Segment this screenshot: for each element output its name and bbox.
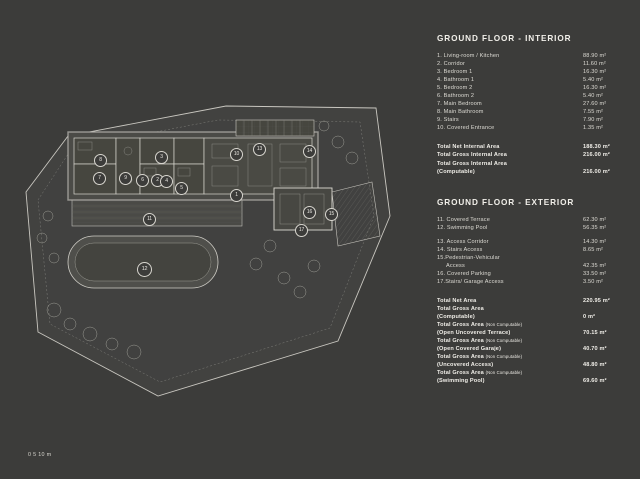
plan-marker: 14 [303, 145, 316, 158]
room-area: 88.90 m² [583, 53, 607, 59]
total-row [437, 143, 617, 151]
total-value [583, 305, 617, 313]
room-label: 5. Bedroom 2 [437, 85, 473, 91]
room-area: 3.50 m² [583, 278, 604, 285]
room-row [437, 108, 617, 116]
plan-marker: 13 [253, 143, 266, 156]
exterior-totals [437, 297, 617, 385]
room-row [437, 262, 617, 270]
total-label: Total Gross Area [437, 305, 484, 312]
total-row [437, 337, 617, 345]
plan-marker: 17 [295, 224, 308, 237]
total-label [437, 353, 583, 361]
total-value [583, 353, 617, 361]
total-label-note: (Non Computable) [485, 369, 523, 375]
room-area: 7.55 m² [583, 109, 604, 115]
access-corridor [332, 182, 380, 246]
total-value: 216.00 m² [583, 168, 610, 175]
interior-room-list [437, 52, 617, 132]
total-row [437, 168, 617, 176]
total-label: Total Gross Internal Area [437, 160, 507, 167]
room-area: 16.30 m² [583, 85, 607, 91]
room-row [437, 270, 617, 278]
plan-marker: 6 [136, 174, 149, 187]
room-label: 15.Pedestrian-Vehicular [437, 254, 500, 261]
total-label: (Swimming Pool) [437, 377, 485, 384]
plan-marker: 16 [303, 206, 316, 219]
room-area [583, 254, 617, 262]
room-row [437, 116, 617, 124]
total-label: (Computable) [437, 313, 475, 320]
room-label: 14. Stairs Access [437, 246, 483, 253]
plan-marker: 11 [143, 213, 156, 226]
room-row [437, 246, 617, 254]
plan-marker: 5 [175, 182, 188, 195]
total-value [583, 337, 617, 345]
total-label-main: Total Gross Area [437, 337, 484, 344]
total-row [437, 361, 617, 369]
total-label: (Open Covered Garaje) [437, 345, 502, 352]
area-schedule [437, 34, 617, 385]
plan-marker: 2 [151, 174, 164, 187]
plan-marker: 12 [137, 262, 152, 277]
room-area: 42.35 m² [583, 262, 607, 269]
room-row [437, 278, 617, 286]
total-value: 188.30 m² [583, 144, 610, 150]
floor-plan-drawing [8, 96, 418, 426]
room-area: 16.30 m² [583, 69, 607, 75]
room-label: 7. Main Bedroom [437, 101, 482, 107]
total-row [437, 151, 617, 159]
room-row [437, 52, 617, 60]
plan-marker: 3 [155, 151, 168, 164]
total-label-main: Total Gross Area [437, 369, 484, 376]
total-row [437, 345, 617, 353]
interior-totals [437, 143, 617, 176]
room-label: Access [446, 262, 465, 269]
room-label: 3. Bedroom 1 [437, 69, 473, 75]
total-value [583, 321, 617, 329]
room-area: 27.60 m² [583, 101, 607, 107]
total-row [437, 353, 617, 361]
plan-marker: 4 [160, 175, 173, 188]
total-value: 220.95 m² [583, 297, 610, 304]
room-area: 8.65 m² [583, 246, 604, 253]
total-label: Total Net Internal Area [437, 144, 500, 150]
room-row [437, 60, 617, 68]
room-row [437, 76, 617, 84]
total-label [437, 337, 583, 345]
total-row [437, 297, 617, 305]
room-area: 5.40 m² [583, 77, 604, 83]
room-row [437, 124, 617, 132]
total-value: 69.60 m² [583, 377, 607, 384]
total-value [583, 369, 617, 377]
total-label-note: (Non Computable) [485, 353, 523, 359]
room-area: 14.30 m² [583, 238, 607, 245]
total-value: 48.80 m² [583, 361, 607, 368]
total-label: Total Gross Internal Area [437, 152, 507, 159]
plan-marker: 1 [230, 189, 243, 202]
room-area: 33.50 m² [583, 270, 607, 277]
plan-marker: 9 [119, 172, 132, 185]
room-row [437, 68, 617, 76]
total-label: (Uncovered Access) [437, 361, 494, 368]
total-label: Total Net Area [437, 297, 477, 304]
total-value: 40.70 m² [583, 345, 607, 352]
total-value: 0 m² [583, 313, 596, 320]
total-row [437, 313, 617, 321]
total-row [437, 305, 617, 313]
room-label: 11. Covered Terrace [437, 216, 491, 223]
room-area: 5.40 m² [583, 93, 604, 99]
entrance-stairs [236, 120, 314, 136]
room-label: 8. Main Bathroom [437, 109, 484, 115]
total-label-note: (Non Computable) [485, 321, 523, 327]
room-label: 13. Access Corridor [437, 238, 489, 245]
covered-terrace [72, 200, 242, 226]
plan-svg [8, 96, 418, 426]
total-row [437, 329, 617, 337]
total-value: 70.15 m² [583, 329, 607, 336]
exterior-room-list [437, 216, 617, 286]
room-area: 11.60 m² [583, 61, 606, 67]
room-row [437, 92, 617, 100]
room-label: 17.Stairs/ Garage Access [437, 278, 504, 285]
scale-bar-label: 0 5 10 m [28, 452, 52, 458]
room-row [437, 224, 617, 232]
total-row [437, 160, 617, 168]
total-row [437, 377, 617, 385]
room-row [437, 84, 617, 92]
room-area: 1.35 m² [583, 125, 604, 131]
total-label-main: Total Gross Area [437, 321, 484, 328]
total-label-note: (Non Computable) [485, 337, 523, 343]
total-label-main: Total Gross Area [437, 353, 484, 360]
room-row [437, 216, 617, 224]
room-label: 4. Bathroom 1 [437, 77, 475, 83]
plan-marker: 15 [325, 208, 338, 221]
exterior-section-title: GROUND FLOOR - EXTERIOR [437, 197, 575, 207]
room-area: 7.90 m² [583, 117, 604, 123]
room-label: 16. Covered Parking [437, 270, 491, 277]
plan-marker: 7 [93, 172, 106, 185]
room-label: 10. Covered Entrance [437, 125, 495, 131]
total-label [437, 369, 583, 377]
total-value: 216.00 m² [583, 152, 610, 159]
room-label: 2. Corridor [437, 61, 466, 67]
interior-rooms [74, 138, 312, 194]
total-label: (Open Uncovered Terrace) [437, 329, 511, 336]
interior-section-title: GROUND FLOOR - INTERIOR [437, 34, 572, 43]
room-area: 62.30 m² [583, 216, 607, 223]
room-row [437, 254, 617, 262]
room-area: 56.35 m² [583, 224, 607, 231]
total-row [437, 321, 617, 329]
room-label: 12. Swimming Pool [437, 224, 488, 231]
room-label: 9. Stairs [437, 117, 459, 123]
room-label: 1. Living-room / Kitchen [437, 53, 500, 59]
room-row [437, 238, 617, 246]
room-row [437, 100, 617, 108]
plan-marker: 10 [230, 148, 243, 161]
total-row [437, 369, 617, 377]
room-label: 6. Bathroom 2 [437, 93, 475, 99]
total-label [437, 321, 583, 329]
plan-marker: 8 [94, 154, 107, 167]
total-value [583, 160, 617, 168]
total-label: (Computable) [437, 168, 475, 175]
